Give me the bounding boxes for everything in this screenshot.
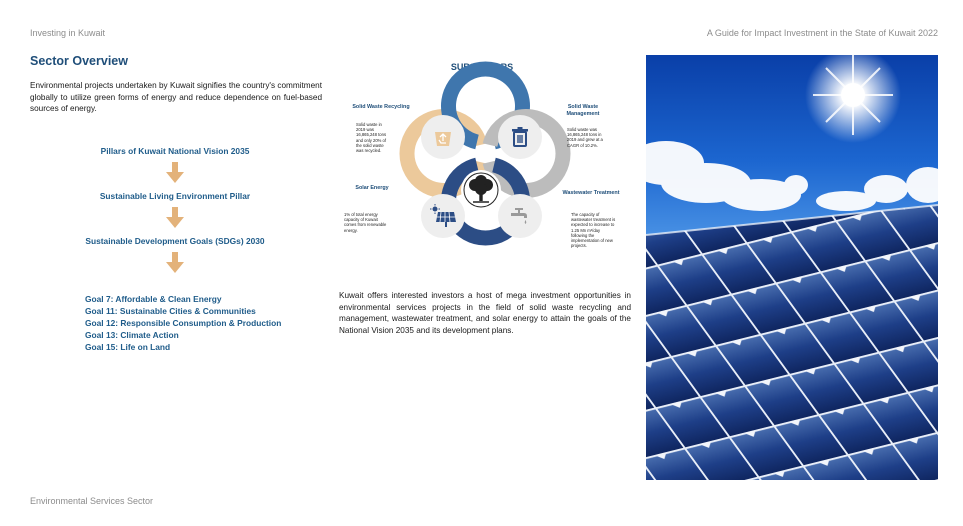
text-solid-waste-management: Solid waste was 16,865,248 tons in 2019 and grew at a CAGR of 10.2%.: [567, 127, 603, 148]
flow-item-pillar: Sustainable Living Environment Pillar: [99, 191, 251, 201]
label-solid-waste-management: Solid Waste Management: [566, 104, 600, 117]
flow-item-sdgs: Sustainable Development Goals (SDGs) 2030: [85, 236, 265, 246]
label-solid-waste-recycling: Solid Waste Recycling: [352, 104, 410, 110]
header-right: A Guide for Impact Investment in the State of Kuwait 2022: [706, 28, 938, 38]
trash-can-icon: [510, 126, 530, 148]
header-left: Investing in Kuwait: [30, 28, 106, 38]
goal-item: Goal 15: Life on Land: [85, 342, 171, 352]
solar-panel-icon: [430, 204, 456, 228]
flow-item-vision: Pillars of Kuwait National Vision 2035: [100, 146, 250, 156]
label-wastewater-treatment: Wastewater Treatment: [562, 190, 620, 196]
down-arrow-icon: [163, 251, 187, 275]
section-title: Sector Overview: [30, 54, 128, 68]
goal-item: Goal 11: Sustainable Cities & Communities: [85, 306, 256, 316]
solar-panels-photo: [646, 55, 938, 480]
body-paragraph: Kuwait offers interested investors a host of mega investment opportunities in environmental services projects in the field of solid waste recycling and management, wastewater treatment, and solar energy to attain the goals of the National Vision 2035 and its development plans.: [339, 291, 631, 335]
goal-item: Goal 7: Affordable & Clean Energy: [85, 294, 222, 304]
text-solid-waste-recycling: Solid waste in 2019 was 16,865,248 tons and only 20% of the solid waste was recycled.: [356, 122, 387, 154]
intro-paragraph: Environmental projects undertaken by Kuwait signifies the country's commitment globally to utilize green forms of energy and reduce dependence on fuel-based sources of energy.: [30, 81, 322, 113]
water-tap-icon: [509, 205, 531, 227]
label-solar-energy: Solar Energy: [355, 185, 389, 191]
goal-item: Goal 13: Climate Action: [85, 330, 179, 340]
footer-label: Environmental Services Sector: [30, 496, 154, 506]
goal-item: Goal 12: Responsible Consumption & Production: [85, 318, 282, 328]
text-solar-energy: 1% of total energy capacity of Kuwait comes from renewable energy.: [344, 212, 387, 233]
tree-icon: [463, 172, 499, 208]
subsectors-diagram: [344, 58, 620, 273]
subsectors-title: SUBSECTORS: [450, 62, 514, 72]
recycle-bin-icon: [432, 126, 454, 148]
goals-list: [85, 293, 281, 353]
vision-flow: [30, 146, 320, 281]
down-arrow-icon: [163, 206, 187, 230]
text-wastewater-treatment: The capacity of wastewater treatment is expected to increase to 1.25 Mn m³/day following the implementation of new projects.: [571, 212, 616, 249]
down-arrow-icon: [163, 161, 187, 185]
